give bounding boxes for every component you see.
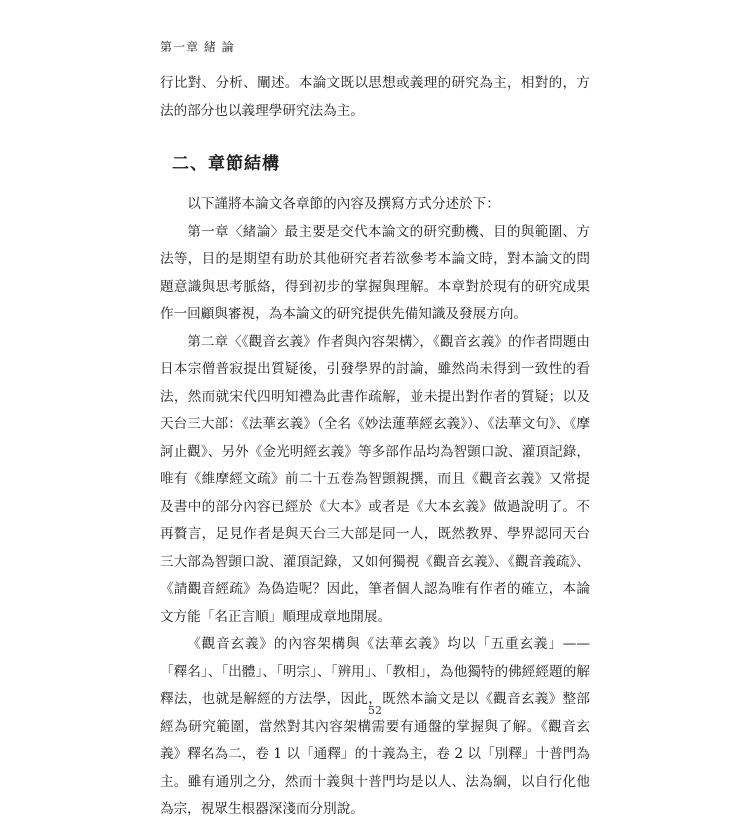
body-paragraph: 以下謹將本論文各章節的內容及撰寫方式分述於下： — [187, 196, 500, 212]
body-paragraph: 第二章〈《觀音玄義》作者與內容架構〉，《觀音玄義》的作者問題由日本宗僧普寂提出質疑後，引發學界的討論，雖然尚未得到一致性的看法，然而就宋代四明知禮為此書作疏解，並未提出對作者的質疑；以及天台三大部：《法華玄義》（全名《妙法蓮華經玄義》）、《法華文句》、《摩訶止觀》、另外《金光明經玄義》等多部作品均為智顗口說、灌頂記錄，唯有《維摩經文疏》前二十五卷為智顗親撰，而且《觀音玄義》又常提及書中的部分內容已經於《大本》或者是《大本玄義》做過說明了。不再贅言，足見作者是與天台三大部是同一人，既然教界、學界認同天台三大部為智顗口說、灌頂記錄，又如何獨視《觀音玄義》、《觀音義疏》、《請觀音經疏》為偽造呢？因此，筆者個人認為唯有作者的確立，本論文方能「名正言順」順理成章地開展。 — [160, 333, 590, 625]
continuation-paragraph: 行比對、分析、闡述。本論文既以思想或義理的研究為主，相對的，方法的部分也以義理學研究法為主。 — [160, 75, 590, 119]
page-number: 52 — [368, 704, 382, 717]
section-heading: 二、章節結構 — [172, 154, 280, 174]
body-paragraph: 《觀音玄義》的內容架構與《法華玄義》均以「五重玄義」——「釋名」、「出體」、「明宗」、「辨用」、「教相」，為他獨特的佛經經題的解釋法，也就是解經的方法學，因此，既然本論文是以《觀音玄義》整部經為研究範圍，當然對其內容架構需要有通盤的掌握與了解。《觀音玄義》釋名為二，卷 1 以「通釋」的十義為主，卷 2 以「別釋」十普門為主。雖有通別之分，然而十義與十普門均是以人、法為綱，以自行化他為宗，視眾生根器深淺而分別說。 — [160, 636, 590, 817]
running-head: 第一章 緒 論 — [160, 40, 235, 54]
body-paragraph: 第一章〈緒論〉最主要是交代本論文的研究動機、目的與範圍、方法等，目的是期望有助於其他研究者若欲參考本論文時，對本論文的問題意識與思考脈絡，得到初步的掌握與理解。本章對於現有的研究成果作一回顧與審視，為本論文的研究提供先備知識及發展方向。 — [160, 223, 590, 322]
